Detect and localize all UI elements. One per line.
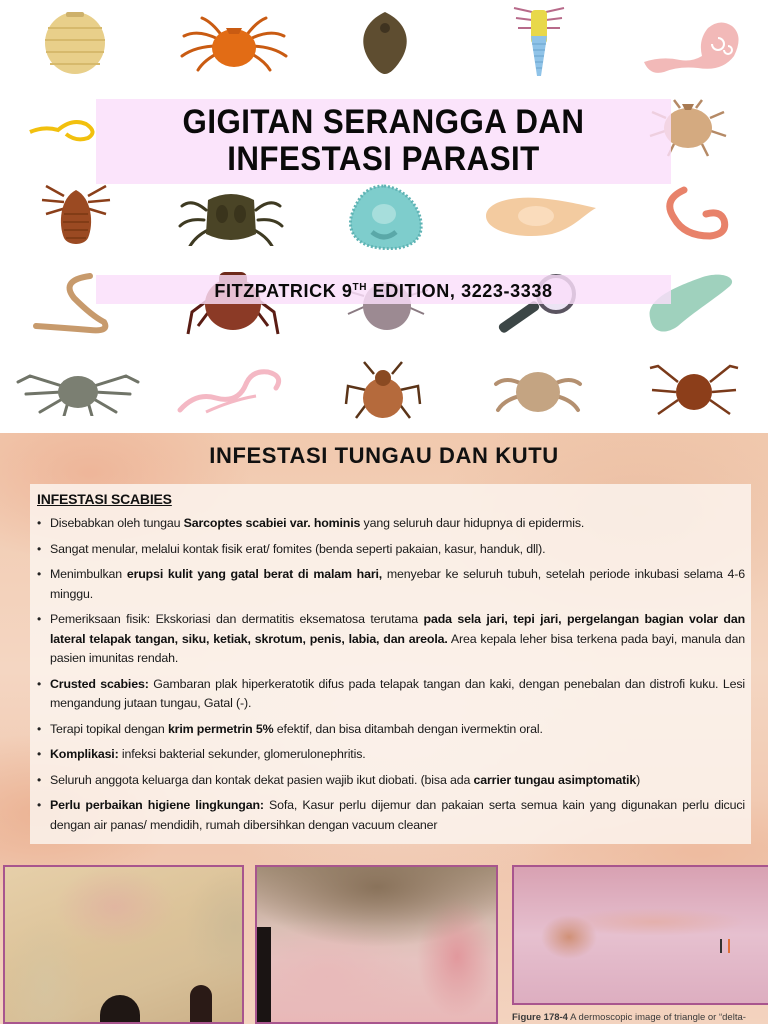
subtitle-source: FITZPATRICK 9 [214,281,353,301]
panel-heading: INFESTASI SCABIES [37,491,172,507]
subtitle-pages: EDITION, 3223-3338 [367,281,553,301]
text-panel [30,484,751,844]
protozoa-icon [482,194,598,238]
bullet-item: • Crusted scabies: Gambaran plak hiperkeratotik difus pada telapak tangan dan kaki, dengan penebalan dan distrofi kuku. Lesi mengandung jutaan tungau, Gatal (-). [37,675,745,714]
centipede-larva-icon [510,6,568,78]
figure-caption: Figure 178-4 A dermoscopic image of triangle or “delta- [512,1012,746,1023]
bullet-item: • Disebabkan oleh tungau Sarcoptes scabiei var. hominis yang seluruh daur hidupnya di epidermis. [37,514,745,534]
title-line-2: INFESTASI PARASIT [227,140,540,178]
amoeba-icon [344,184,428,250]
stomach-worm-icon [642,16,742,74]
bullet-list [37,514,745,835]
crusted-scabies-ear-photo [255,865,498,1024]
slide-heading: INFESTASI TUNGAU DAN KUTU [209,443,559,468]
louse-icon [36,184,116,248]
spider-mite-icon [16,362,140,416]
bullet-item: • Pemeriksaan fisik: Ekskoriasi dan dermatitis eksematosa terutama pada sela jari, tepi jari, pergelangan bagian volar dan lateral telapak tangan, siku, ketiak, skrotum, penis, labia, dan areola. Area kepala leher bisa terkena pada bayi, manula dan pasien imunitas rendah. [37,610,745,669]
bullet-item: • Sangat menular, melalui kontak fisik erat/ fomites (benda seperti pakaian, kasur, handuk, dll). [37,540,745,560]
slide-title [119,104,648,178]
title-slide [0,0,768,430]
title-line-1: GIGITAN SERANGGA DAN [182,103,585,141]
crab-louse-icon [488,362,588,416]
slide-subtitle [96,277,671,302]
stinkbug-icon [344,360,422,420]
wasp-nest-icon [40,10,110,76]
tick-icon [178,14,290,72]
scabies-hand-photo [3,865,244,1024]
bullet-item: • Menimbulkan erupsi kulit yang gatal berat di malam hari, menyebar ke seluruh tubuh, setelah periode inkubasi selama 4-6 minggu. [37,565,745,604]
fluke-icon [356,10,414,76]
dark-tick-icon [178,190,284,246]
bullet-item: • Perlu perbaikan higiene lingkungan: Sofa, Kasur perlu dijemur dan pakaian serta semua kain yang digunakan perlu dicuci dengan air panas/ mendidih, rumah dibersihkan dengan vacuum cleaner [37,796,745,835]
roundworm-icon [654,186,734,246]
dermoscopy-burrow-photo [512,865,768,1005]
content-slide [0,433,768,1024]
pink-worm-icon [176,362,288,414]
bullet-item: • Komplikasi: infeksi bakterial sekunder, glomerulonephritis. [37,745,745,765]
brown-tick-icon [646,360,742,420]
bullet-item: • Terapi topikal dengan krim permetrin 5% efektif, dan bisa ditambah dengan ivermektin oral. [37,720,745,740]
subtitle-ordinal: TH [352,282,368,293]
yellow-worm-icon [28,112,100,142]
bullet-item: • Seluruh anggota keluarga dan kontak dekat pasien wajib ikut diobati. (bisa ada carrier tungau asimptomatik) [37,771,745,791]
